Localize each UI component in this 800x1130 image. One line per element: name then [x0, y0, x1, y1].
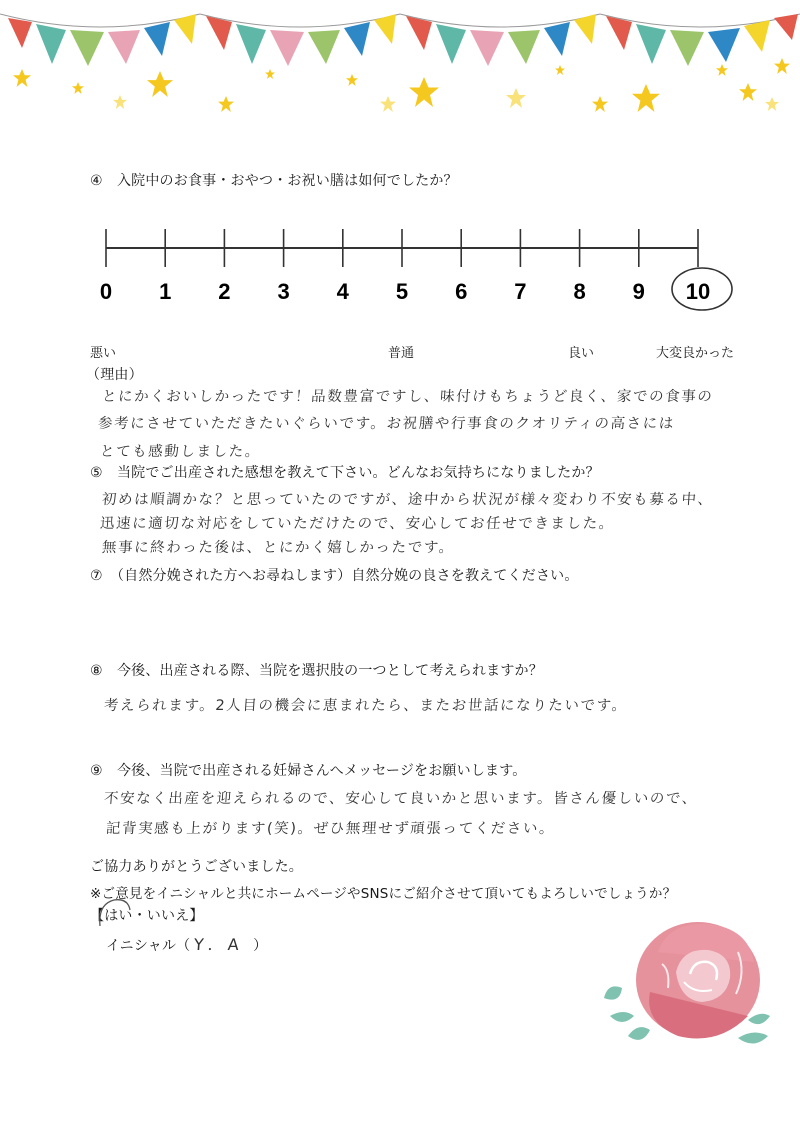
label-normal: 普通 [388, 346, 415, 361]
scale-number: 6 [455, 279, 468, 304]
star-icon [72, 82, 84, 94]
flag-blue [144, 22, 170, 56]
scale-number: 10 [685, 279, 711, 304]
q5-answer-line: 迅速に適切な対応をしていただけたので、安心してお任せできました。 [99, 516, 616, 532]
star-icon [765, 97, 779, 111]
star-icon [632, 84, 660, 112]
q8-question: ⑧ 今後、出産される際、当院を選択肢の一つとして考えられますか？ [90, 663, 543, 679]
star-icon [346, 74, 358, 86]
bunting-flags [0, 14, 800, 66]
star-icon [265, 69, 275, 79]
star-icon [506, 88, 526, 108]
initial-label: イニシャル（ [106, 938, 191, 954]
star-icon [774, 58, 790, 74]
star-icon [716, 64, 728, 76]
star-icon [218, 96, 234, 112]
choice-circle-mark [96, 896, 136, 930]
scale-number: 1 [159, 279, 172, 304]
flag-green [508, 30, 540, 64]
flag-green [70, 30, 104, 66]
star-icon [409, 77, 439, 107]
rating-scale [90, 215, 750, 325]
star-icon [147, 71, 173, 97]
flag-teal [436, 24, 466, 64]
flag-blue [544, 22, 570, 56]
q9-answer-line: 記背実感も上がります(笑)。ぜひ無理せず頑張ってください。 [105, 821, 556, 837]
label-very-good: 大変良かった [656, 346, 735, 361]
q4-question: ④ 入院中のお食事・おやつ・お祝い膳は如何でしたか？ [90, 173, 458, 189]
label-good: 良い [568, 346, 595, 361]
scale-number: 0 [99, 279, 113, 304]
flag-green [308, 30, 340, 64]
q9-question: ⑨ 今後、当院で出産される妊婦さんへメッセージをお願いします。 [90, 763, 527, 779]
q4-answer-line: 参考にさせていただきたいぐらいです。お祝膳や行事食のクオリティの高さには [97, 416, 676, 432]
flag-red [406, 16, 432, 50]
flag-yellow [744, 20, 770, 52]
scale-number: 7 [514, 279, 527, 304]
q4-answer-line: とても感動しました。 [99, 444, 262, 460]
scale-number: 4 [336, 279, 349, 304]
initial-row [106, 932, 267, 955]
rose-illustration [598, 912, 778, 1062]
label-bad: 悪い [90, 346, 117, 361]
flag-red [8, 18, 32, 48]
q8-answer-line: 考えられます。2人目の機会に恵まれたら、またお世話になりたいです。 [103, 698, 629, 714]
flag-green [670, 30, 704, 66]
star-icon [592, 96, 608, 112]
flag-teal [36, 24, 66, 64]
thanks-text: ご協力ありがとうございました。 [90, 859, 303, 875]
star-icon [555, 65, 565, 75]
scale-number: 9 [632, 279, 645, 304]
stars [13, 58, 790, 112]
flag-pink [470, 30, 504, 66]
scale-number: 2 [218, 279, 231, 304]
q5-question: ⑤ 当院でご出産された感想を教えて下さい。どんなお気持ちになりましたか？ [90, 465, 600, 481]
flag-teal [636, 24, 666, 64]
rose-icon [636, 922, 760, 1039]
q9-answer-line: 不安なく出産を迎えられるので、安心して良いかと思います。皆さん優しいので、 [103, 791, 699, 807]
flag-yellow [574, 14, 596, 44]
scale-number: 8 [573, 279, 586, 304]
flag-blue [708, 28, 740, 62]
flag-red [606, 16, 632, 50]
flag-yellow [174, 14, 196, 44]
initial-value: Y．A [193, 935, 244, 954]
flag-teal [236, 24, 266, 64]
flag-red [774, 14, 798, 40]
consent-question: ※ご意見をイニシャルと共にホームページやSNSにご紹介させて頂いてもよろしいでしょうか？ [90, 886, 677, 902]
reason-label: （理由） [86, 367, 143, 383]
q5-answer-line: 初めは順調かな？と思っていたのですが、途中から状況が様々変わり不安も募る中、 [101, 492, 715, 508]
q4-answer-line: とにかくおいしかったです！品数豊富ですし、味付けもちょうど良く、家での食事の [101, 389, 714, 405]
scale-number: 3 [277, 279, 290, 304]
q7-question: ⑦ （自然分娩された方へお尋ねします）自然分娩の良さを教えてください。 [90, 568, 579, 584]
scale-numbers [100, 279, 710, 304]
flag-yellow [374, 14, 396, 44]
flag-red [206, 16, 232, 50]
flag-pink [108, 30, 140, 64]
star-icon [380, 96, 396, 112]
scale-number: 5 [395, 279, 409, 304]
star-icon [739, 83, 757, 101]
initial-close: ） [253, 938, 268, 954]
q5-answer-line: 無事に終わった後は、とにかく嬉しかったです。 [101, 540, 456, 556]
flag-pink [270, 30, 304, 66]
consent-choice: 【はい・いいえ】 [90, 908, 204, 924]
star-icon [13, 69, 31, 87]
flag-blue [344, 22, 370, 56]
star-icon [113, 95, 127, 109]
bunting-banner [0, 0, 800, 120]
